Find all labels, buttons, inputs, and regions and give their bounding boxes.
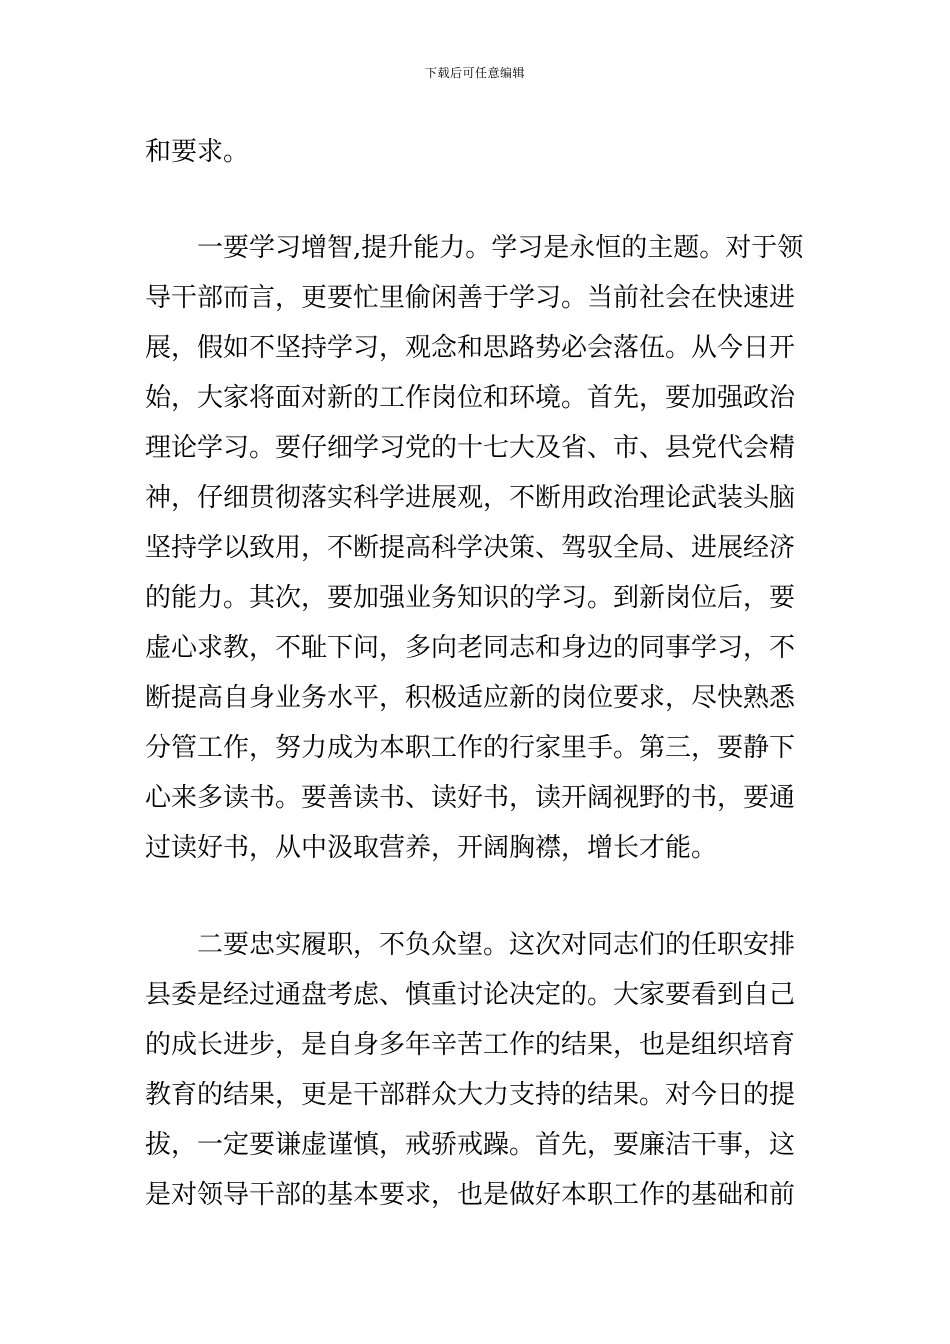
paragraph-2-line-9: 虚心求教，不耻下问，多向老同志和身边的同事学习，不 bbox=[145, 633, 796, 663]
paragraph-2-line-7: 坚持学以致用，不断提高科学决策、驾驭全局、进展经济 bbox=[145, 533, 796, 563]
paragraph-2-line-10: 断提高自身业务水平，积极适应新的岗位要求，尽快熟悉 bbox=[145, 683, 796, 713]
paragraph-2-line-5: 理论学习。要仔细学习党的十七大及省、市、县党代会精 bbox=[145, 433, 796, 463]
paragraph-3-line-5: 拔，一定要谦虚谨慎，戒骄戒躁。首先，要廉洁干事，这 bbox=[145, 1130, 796, 1160]
page-header: 下载后可任意编辑 bbox=[424, 66, 525, 80]
paragraph-2-line-2: 导干部而言，更要忙里偷闲善于学习。当前社会在快速进 bbox=[145, 283, 796, 313]
paragraph-3-line-2: 县委是经过通盘考虑、慎重讨论决定的。大家要看到自己 bbox=[145, 980, 796, 1010]
paragraph-1-line-1: 和要求。 bbox=[145, 137, 250, 167]
paragraph-2-line-11: 分管工作，努力成为本职工作的行家里手。第三，要静下 bbox=[145, 733, 796, 763]
paragraph-2-line-4: 始，大家将面对新的工作岗位和环境。首先，要加强政治 bbox=[145, 383, 796, 413]
paragraph-2-line-12: 心来多读书。要善读书、读好书，读开阔视野的书，要通 bbox=[145, 783, 796, 813]
paragraph-2-line-3: 展，假如不坚持学习，观念和思路势必会落伍。从今日开 bbox=[145, 333, 796, 363]
paragraph-3-line-4: 教育的结果，更是干部群众大力支持的结果。对今日的提 bbox=[145, 1080, 796, 1110]
paragraph-2-line-8: 的能力。其次，要加强业务知识的学习。到新岗位后，要 bbox=[145, 583, 796, 613]
paragraph-2-line-1: 一要学习增智,提升能力。学习是永恒的主题。对于领 bbox=[197, 233, 804, 263]
paragraph-3-line-6: 是对领导干部的基本要求，也是做好本职工作的基础和前 bbox=[145, 1180, 796, 1210]
paragraph-2-line-6: 神，仔细贯彻落实科学进展观，不断用政治理论武装头脑 bbox=[145, 483, 796, 513]
paragraph-3-line-1: 二要忠实履职，不负众望。这次对同志们的任职安排 bbox=[197, 930, 796, 960]
paragraph-2-line-13: 过读好书，从中汲取营养，开阔胸襟，增长才能。 bbox=[145, 833, 718, 863]
paragraph-3-line-3: 的成长进步，是自身多年辛苦工作的结果，也是组织培育 bbox=[145, 1030, 796, 1060]
